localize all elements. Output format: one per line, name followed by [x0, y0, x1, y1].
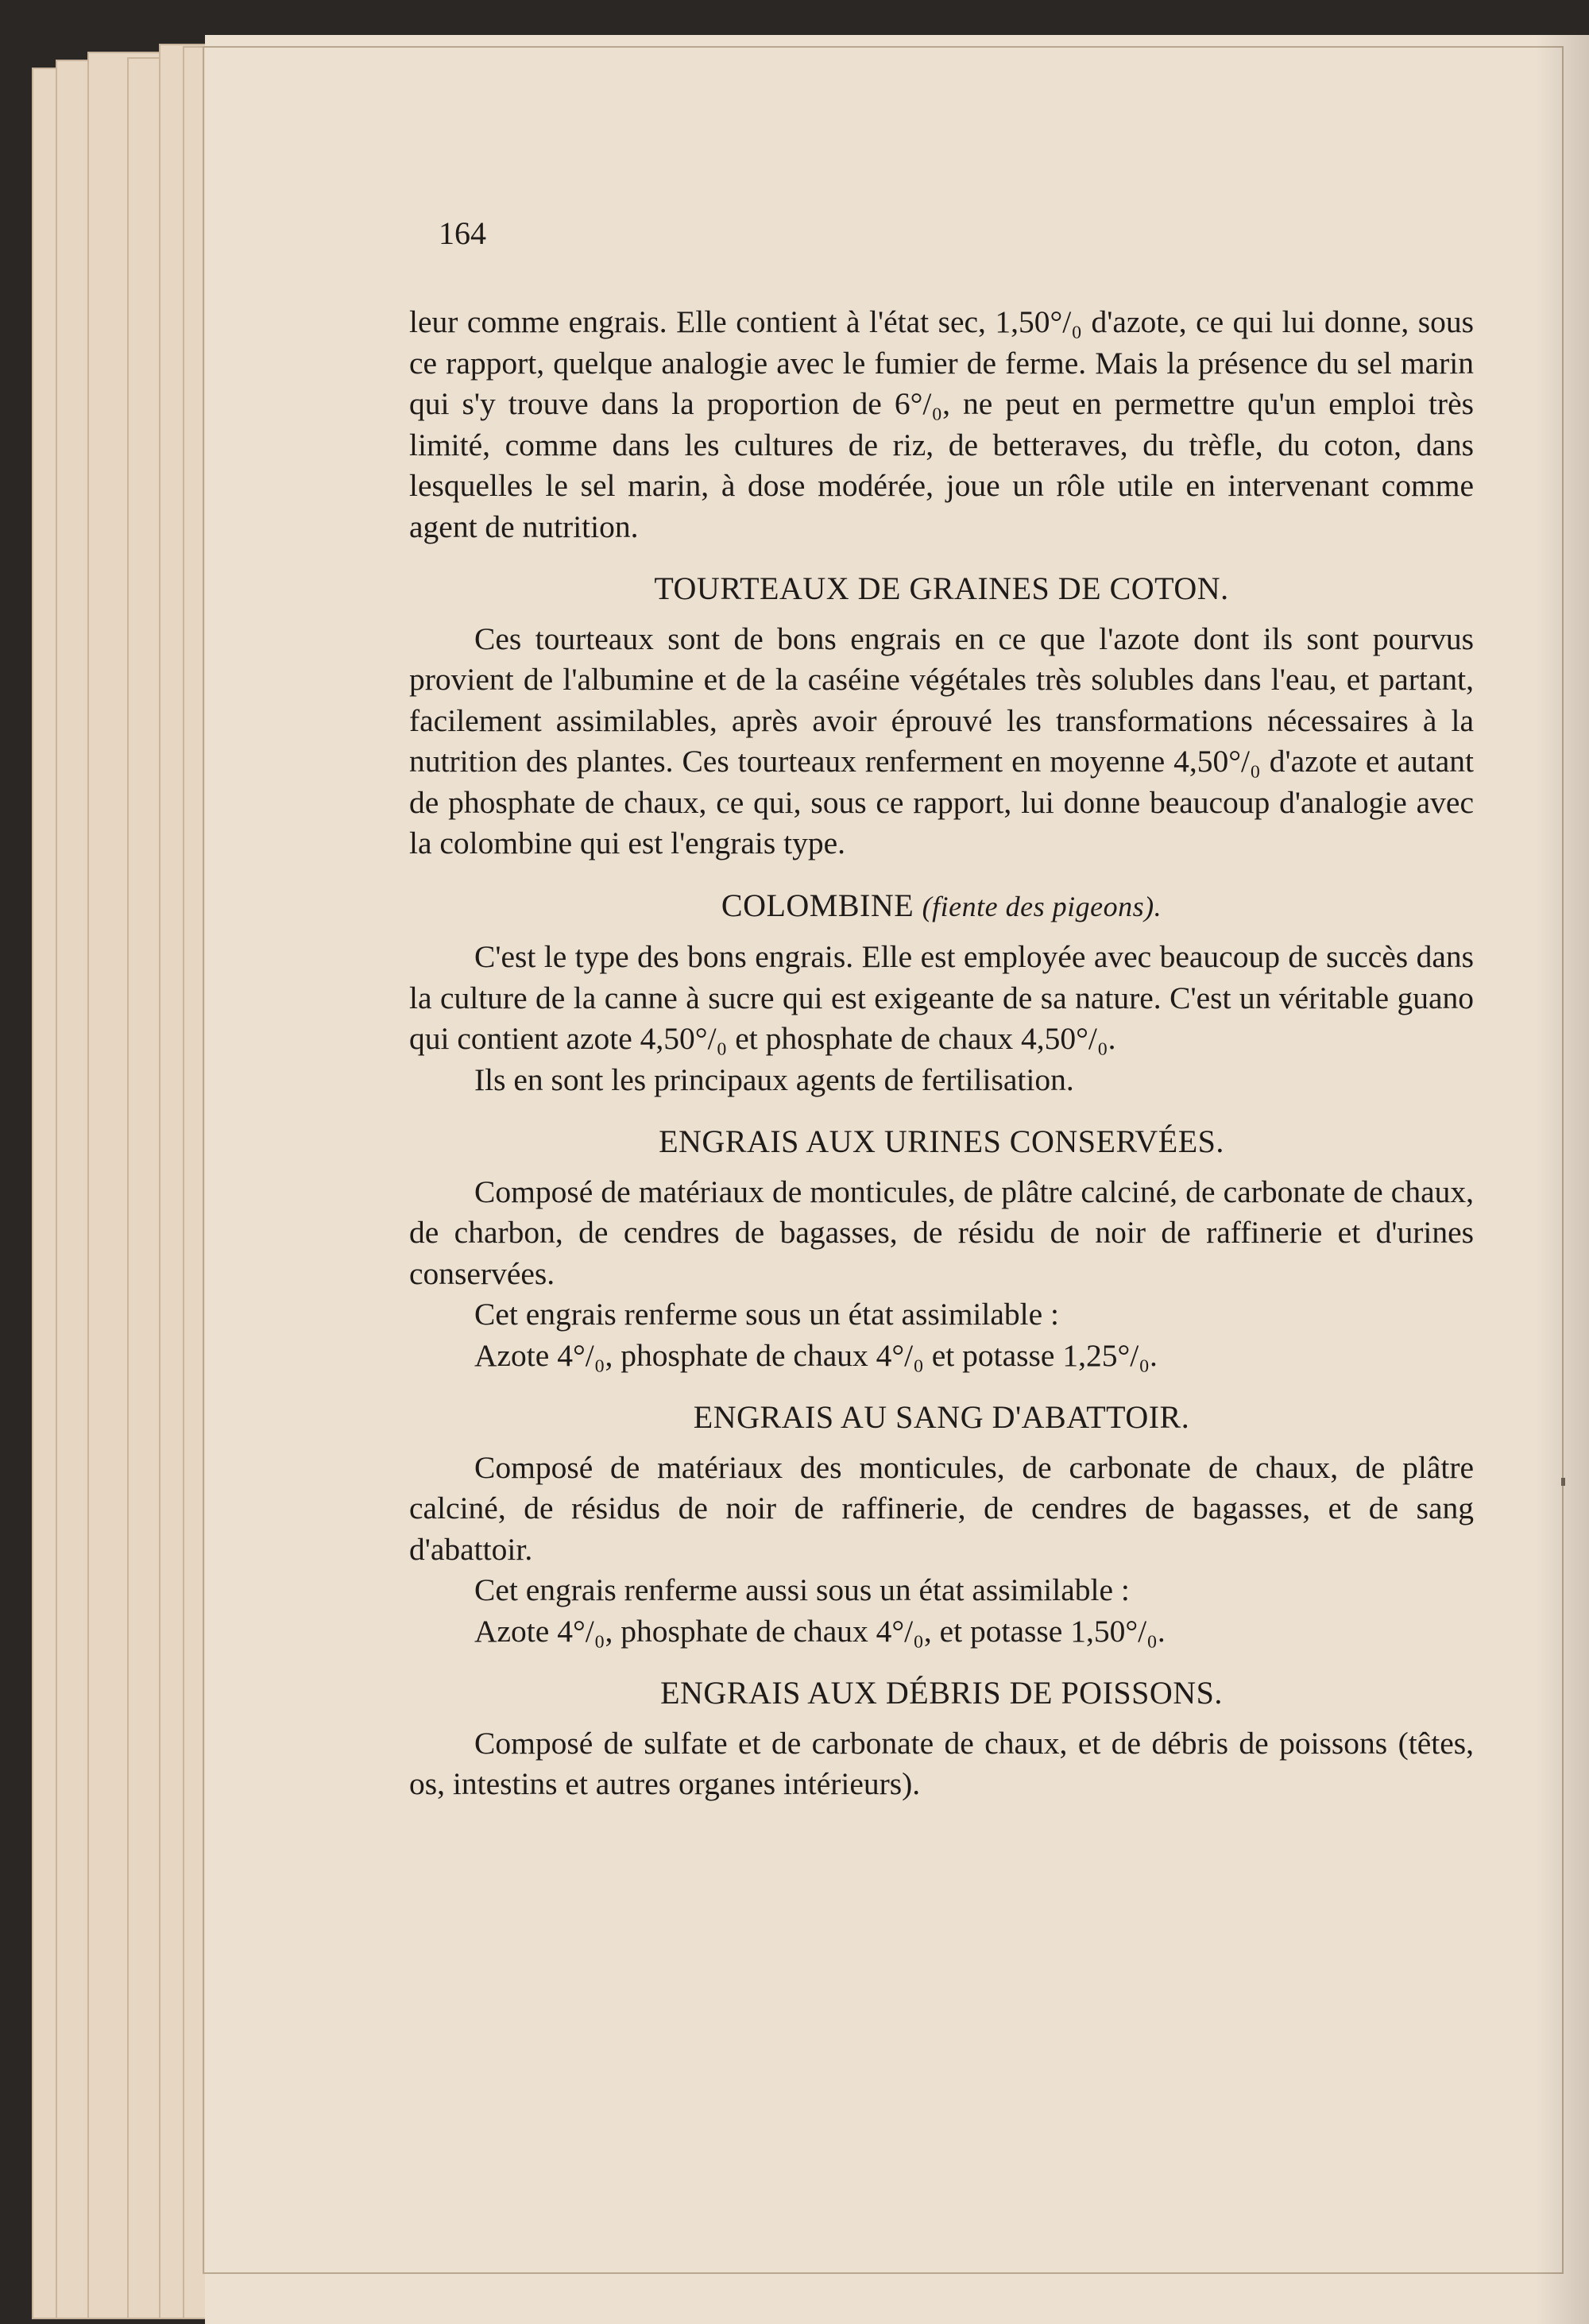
page-number: 164	[439, 215, 486, 251]
section-heading	[409, 1121, 1474, 1162]
paragraph: C'est le type des bons engrais. Elle est employée avec beaucoup de succès dans la culture de la canne à sucre qui est exigeante de sa nature. C'est un véritable guano qui contient azote 4,50°/₀ et phosphate de chaux 4,50°/₀.	[409, 939, 1474, 1056]
paragraph: Ces tourteaux sont de bons engrais en ce que l'azote dont ils sont pourvus provient de l'albumine et de la caséine végétales très solubles dans l'eau, et partant, facilement assimilables, après avoir éprouvé les transformations nécessaires à la nutrition des plantes. Ces tourteaux renferment en moyenne 4,50°/₀ d'azote et autant de phosphate de chaux, ce qui, sous ce rapport, lui donne beaucoup d'analogie avec la colombine qui est l'engrais type.	[409, 621, 1474, 860]
page-body	[409, 302, 1474, 1805]
section-heading	[409, 1672, 1474, 1714]
paragraph: Composé de sulfate et de carbonate de chaux, et de débris de poissons (têtes, os, intestins et autres organes intérieurs).	[409, 1725, 1474, 1801]
paragraph: leur comme engrais. Elle contient à l'état sec, 1,50°/₀ d'azote, ce qui lui donne, sous ce rapport, quelque analogie avec le fumier de ferme. Mais la présence du sel marin qui s'y trouve dans la proportion de 6°/₀, ne peut en permettre qu'un emploi très limité, comme dans les cultures de riz, de betteraves, du trèfle, du coton, dans lesquelles le sel marin, à dose modérée, joue un rôle utile en intervenant comme agent de nutrition.	[409, 304, 1474, 544]
text-line: Azote 4°/₀, phosphate de chaux 4°/₀ et potasse 1,25°/₀.	[474, 1337, 1158, 1373]
section-heading-text: COLOMBINE	[721, 887, 914, 923]
page-gutter-shadow	[1535, 35, 1589, 2324]
section-heading	[409, 885, 1474, 928]
paragraph: Ils en sont les principaux agents de fertilisation.	[474, 1061, 1074, 1097]
paragraph: Composé de matériaux de monticules, de plâtre calciné, de carbonate de chaux, de charbon, de cendres de bagasses, de résidu de noir de raffinerie et d'urines conservées.	[409, 1174, 1474, 1291]
paragraph: Composé de matériaux des monticules, de carbonate de chaux, de plâtre calciné, de résidus de noir de raffinerie, de cendres de bagasses, et de sang d'abattoir.	[409, 1449, 1474, 1567]
margin-mark	[1561, 1478, 1565, 1486]
text-line: Azote 4°/₀, phosphate de chaux 4°/₀, et potasse 1,50°/₀.	[474, 1613, 1166, 1649]
text-line: Cet engrais renferme aussi sous un état assimilable :	[474, 1572, 1130, 1607]
section-heading	[409, 568, 1474, 609]
section-heading-text: TOURTEAUX DE GRAINES DE COTON.	[654, 570, 1229, 606]
text-line: Cet engrais renferme sous un état assimilable :	[474, 1297, 1060, 1332]
section-heading-text: ENGRAIS AU SANG D'ABATTOIR.	[693, 1399, 1190, 1435]
section-heading-text: ENGRAIS AUX DÉBRIS DE POISSONS.	[660, 1675, 1223, 1711]
section-heading-subtitle: (fiente des pigeons).	[922, 890, 1162, 922]
section-heading	[409, 1397, 1474, 1438]
section-heading-text: ENGRAIS AUX URINES CONSERVÉES.	[659, 1123, 1224, 1159]
